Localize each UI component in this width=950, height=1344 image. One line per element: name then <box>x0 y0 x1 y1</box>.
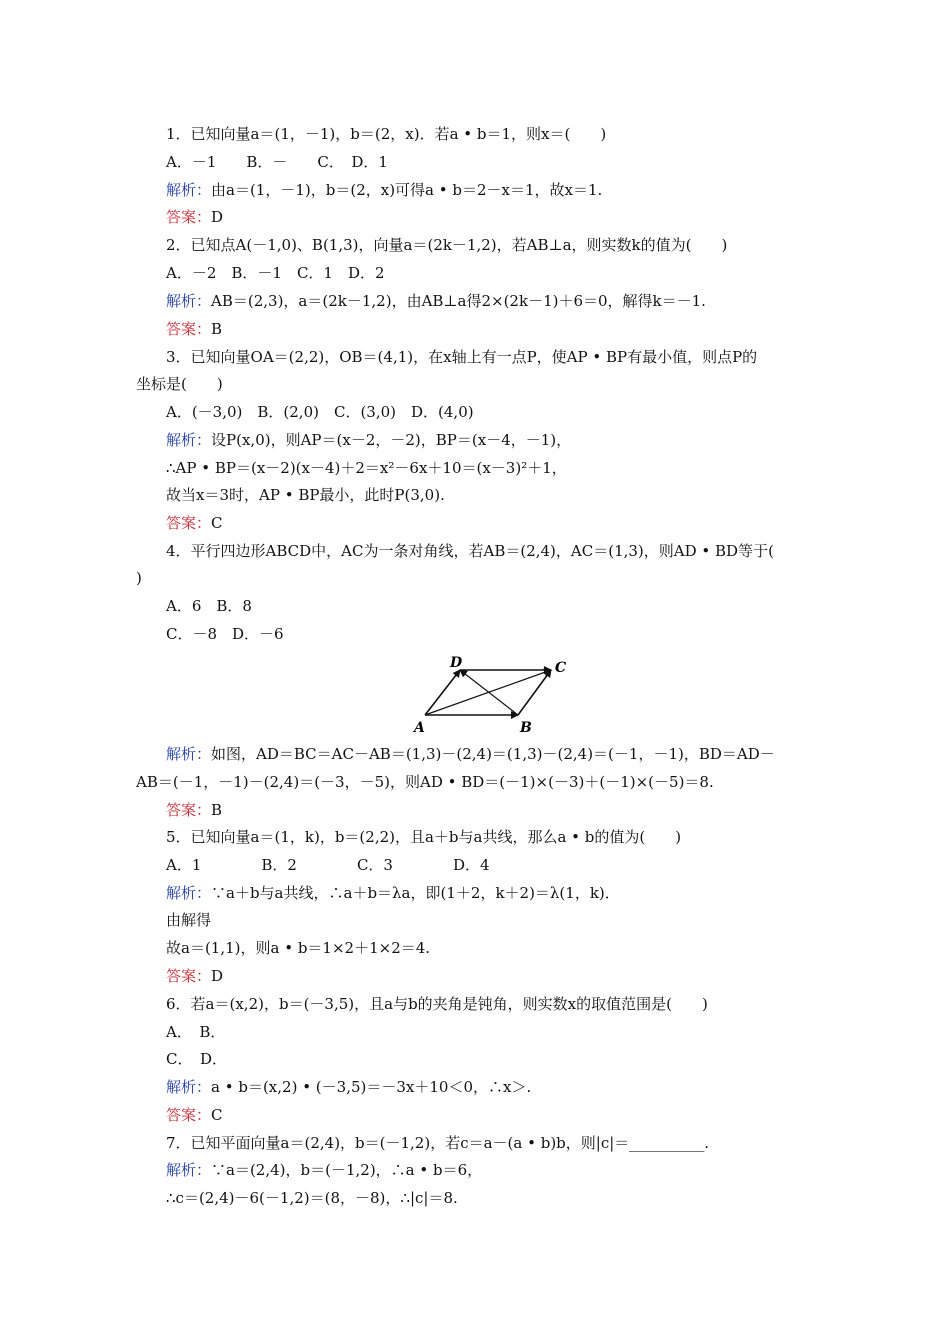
analysis-text: ∵a＋b与a共线，∴a＋b＝λa，即(1＋2，k＋2)＝λ(1，k)． <box>211 884 620 902</box>
problem-3-analysis-line-2: ∴AP • BP＝(x－2)(x－4)＋2＝x²－6x＋10＝(x－3)²＋1， <box>166 459 567 477</box>
parallelogram-figure <box>408 652 578 736</box>
problem-2-options: A．－2 B．－1 C．1 D．2 <box>166 264 385 282</box>
problem-6-answer <box>166 1105 223 1125</box>
analysis-label: 解析： <box>166 745 212 763</box>
label-c: C <box>555 660 567 676</box>
problem-2-stem: 2．已知点A(－1,0)、B(1,3)，向量a＝(2k－1,2)，若AB⊥a，则实数k的值为( ) <box>166 236 728 254</box>
problem-2-analysis <box>166 291 706 311</box>
problem-4-analysis-line-2: AB＝(－1，－1)－(2,4)＝(－3，－5)，则AD • BD＝(－1)×(－3)＋(－1)×(－5)＝8. <box>136 773 714 791</box>
analysis-label: 解析： <box>166 181 212 199</box>
label-a: A <box>414 720 425 736</box>
problem-7-stem: 7．已知平面向量a＝(2,4)，b＝(－1,2)，若c＝a－(a • b)b，则|c|＝__________. <box>166 1134 710 1152</box>
problem-6-stem: 6．若a＝(x,2)，b＝(－3,5)，且a与b的夹角是钝角，则实数x的取值范围是( ) <box>166 995 708 1013</box>
problem-5-options: A．1 B．2 C．3 D．4 <box>166 856 490 874</box>
answer-value: B <box>211 801 223 819</box>
problem-3-answer <box>166 513 223 533</box>
problem-7-analysis-line-2: ∴c＝(2,4)－6(－1,2)＝(8，－8)，∴|c|＝8. <box>166 1189 458 1207</box>
problem-4-analysis <box>166 744 775 764</box>
answer-value: D <box>211 208 224 226</box>
problem-6-options-1: A． B． <box>166 1023 226 1041</box>
problem-5-answer <box>166 966 223 986</box>
analysis-text: a • b＝(x,2) • (－3,5)＝－3x＋10＜0，∴x＞. <box>211 1078 532 1096</box>
answer-value: C <box>211 514 223 532</box>
answer-value: D <box>211 967 224 985</box>
answer-label: 答案： <box>166 967 212 985</box>
problem-1-options: A．－1 B．－ C． D．1 <box>166 153 388 171</box>
problem-4-stem: 4．平行四边形ABCD中，AC为一条对角线，若AB＝(2,4)，AC＝(1,3)，则AD • BD等于( <box>166 542 774 560</box>
analysis-label: 解析： <box>166 1161 212 1179</box>
problem-7-analysis <box>166 1160 482 1180</box>
analysis-text: 设P(x,0)，则AP＝(x－2，－2)，BP＝(x－4，－1)， <box>211 431 572 449</box>
analysis-label: 解析： <box>166 1078 212 1096</box>
problem-5-stem: 5．已知向量a＝(1，k)，b＝(2,2)，且a＋b与a共线，那么a • b的值为( ) <box>166 828 682 846</box>
problem-5-analysis-line-2: 由解得 <box>166 911 212 929</box>
analysis-label: 解析： <box>166 292 212 310</box>
analysis-label: 解析： <box>166 431 212 449</box>
problem-5-analysis <box>166 883 620 903</box>
answer-label: 答案： <box>166 514 212 532</box>
label-b: B <box>520 720 532 736</box>
problem-3-stem: 3．已知向量OA＝(2,2)，OB＝(4,1)，在x轴上有一点P，使AP • BP有最小值，则点P的 <box>166 348 758 366</box>
problem-2-answer <box>166 319 222 339</box>
analysis-text: AB＝(2,3)，a＝(2k－1,2)，由AB⊥a得2×(2k－1)＋6＝0，解得k＝－1. <box>211 292 706 310</box>
answer-label: 答案： <box>166 1106 212 1124</box>
problem-1-answer <box>166 207 223 227</box>
analysis-text: ∵a＝(2,4)，b＝(－1,2)，∴a • b＝6， <box>211 1161 483 1179</box>
problem-5-analysis-line-3: 故a＝(1,1)，则a • b＝1×2＋1×2＝4. <box>166 939 431 957</box>
problem-3-stem-cont: 坐标是( ) <box>136 375 223 393</box>
analysis-text: 由a＝(1，－1)，b＝(2，x)可得a • b＝2－x＝1，故x＝1. <box>211 181 603 199</box>
problem-4-answer <box>166 800 222 820</box>
problem-6-analysis <box>166 1077 531 1097</box>
problem-4-stem-cont: ) <box>136 569 142 587</box>
diagonal-a-c <box>425 670 551 715</box>
problem-1-analysis <box>166 180 602 200</box>
problem-3-analysis <box>166 430 571 450</box>
problem-1-stem: 1．已知向量a＝(1，－1)，b＝(2，x)．若a • b＝1，则x＝( ) <box>166 125 607 143</box>
answer-label: 答案： <box>166 320 212 338</box>
analysis-text: 如图，AD＝BC＝AC－AB＝(1,3)－(2,4)＝(1,3)－(2,4)＝(－1，－1)，BD＝AD－ <box>211 745 775 763</box>
segment-b-c <box>518 670 551 715</box>
problem-6-options-2: C． D． <box>166 1050 228 1068</box>
analysis-label: 解析： <box>166 884 212 902</box>
answer-label: 答案： <box>166 801 212 819</box>
problem-4-options-2: C．－8 D．－6 <box>166 625 284 643</box>
answer-value: B <box>211 320 223 338</box>
answer-value: C <box>211 1106 223 1124</box>
diagonal-b-d <box>460 670 518 715</box>
label-d: D <box>450 655 463 671</box>
problem-3-analysis-line-3: 故当x＝3时，AP • BP最小，此时P(3,0). <box>166 486 445 504</box>
answer-label: 答案： <box>166 208 212 226</box>
problem-3-options: A．(－3,0) B．(2,0) C．(3,0) D．(4,0) <box>166 403 474 421</box>
problem-4-options-1: A．6 B．8 <box>166 597 252 615</box>
